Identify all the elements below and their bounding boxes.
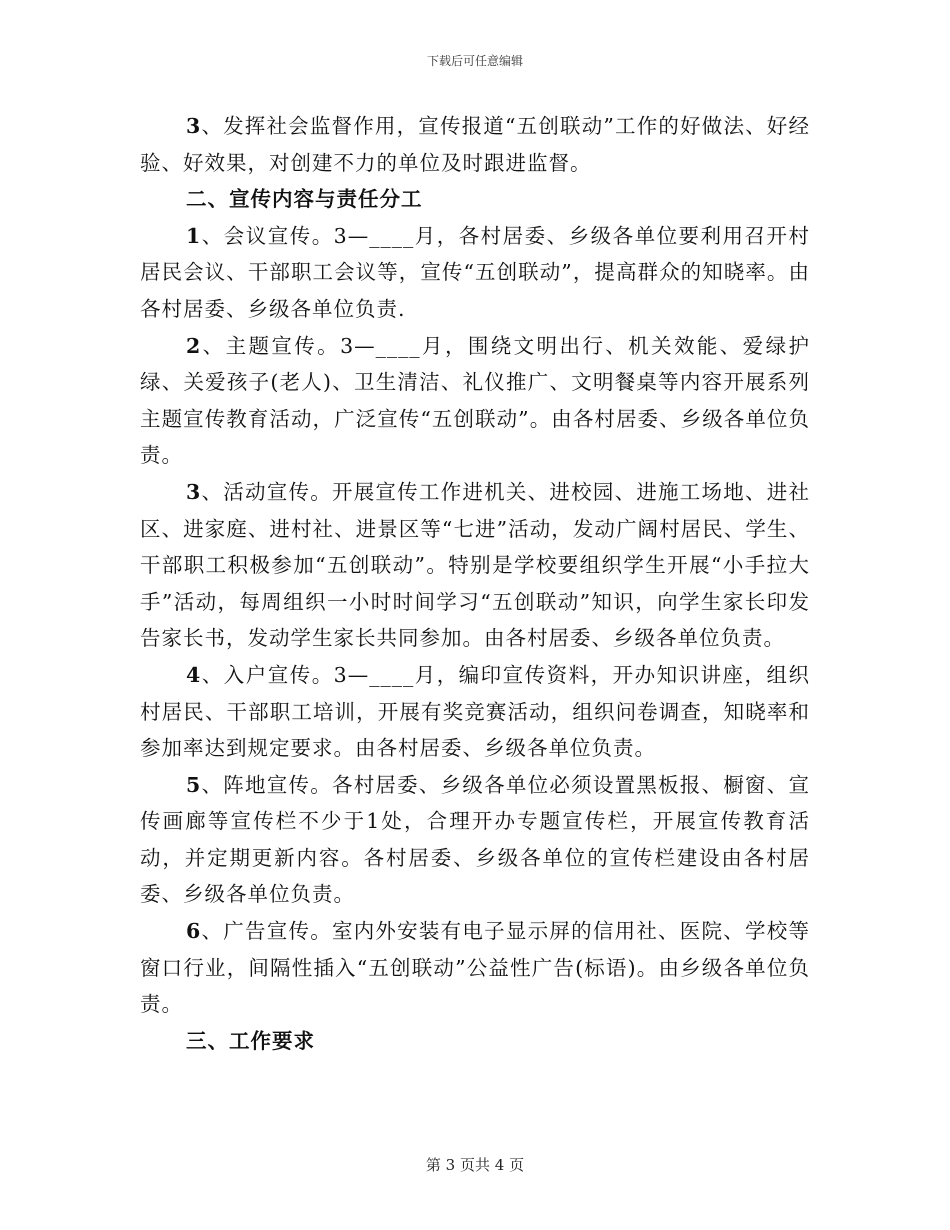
item-number: 5 xyxy=(186,772,202,797)
section-heading: 三、工作要求 xyxy=(186,1028,315,1053)
paragraph-text: 、活动宣传。开展宣传工作进机关、进校园、进施工场地、进社区、进家庭、进村社、进景区等“七进”活动，发动广阔村居民、学生、干部职工积极参加“五创联动”。特别是学校要组织学生开展“小手拉大手”活动，每周组织一小时时间学习“五创联动”知识，向学生家长印发告家长书，发动学生家长共同参加。由各村居委、乡级各单位负责。 xyxy=(140,479,810,651)
paragraph-text: 、主题宣传。3—____月，围绕文明出行、机关效能、爱绿护绿、关爱孩子(老人)、卫生清洁、礼仪推广、文明餐桌等内容开展系列主题宣传教育活动，广泛宣传“五创联动”。由各村居委、乡级各单位负责。 xyxy=(140,333,810,468)
paragraph-text: 、会议宣传。3—____月，各村居委、乡级各单位要利用召开村居民会议、干部职工会议等，宣传“五创联动”，提高群众的知晓率。由各村居委、乡级各单位负责. xyxy=(140,223,810,321)
paragraph xyxy=(140,913,810,1023)
paragraph xyxy=(140,218,810,328)
paragraph xyxy=(140,657,810,767)
paragraph xyxy=(140,108,810,181)
paragraph-text: 、阵地宣传。各村居委、乡级各单位必须设置黑板报、橱窗、宣传画廊等宣传栏不少于1处，合理开办专题宣传栏，开展宣传教育活动，并定期更新内容。各村居委、乡级各单位的宣传栏建设由各村居委、乡级各单位负责。 xyxy=(140,772,810,907)
item-number: 6 xyxy=(186,919,202,944)
section-heading: 二、宣传内容与责任分工 xyxy=(186,187,423,212)
item-number: 4 xyxy=(186,662,202,687)
paragraph-text: 、广告宣传。室内外安装有电子显示屏的信用社、医院、学校等窗口行业，间隔性插入“五创联动”公益性广告(标语)。由乡级各单位负责。 xyxy=(140,919,810,1017)
paragraph-text: 、发挥社会监督作用，宣传报道“五创联动”工作的好做法、好经验、好效果，对创建不力的单位及时跟进监督。 xyxy=(140,114,810,175)
page-header: 下载后可任意编辑 xyxy=(426,54,523,68)
item-number: 1 xyxy=(186,223,202,248)
item-number: 2 xyxy=(186,333,202,358)
paragraph-text: 、入户宣传。3—____月，编印宣传资料，开办知识讲座，组织村居民、干部职工培训，开展有奖竞赛活动，组织问卷调查，知晓率和参加率达到规定要求。由各村居委、乡级各单位负责。 xyxy=(140,662,810,761)
paragraph xyxy=(140,767,810,913)
item-number: 3 xyxy=(186,114,202,138)
paragraph xyxy=(140,474,810,657)
paragraph xyxy=(140,328,810,474)
item-number: 3 xyxy=(186,479,202,504)
page-footer: 第 3 页共 4 页 xyxy=(425,1156,525,1174)
document-body xyxy=(140,108,810,1059)
